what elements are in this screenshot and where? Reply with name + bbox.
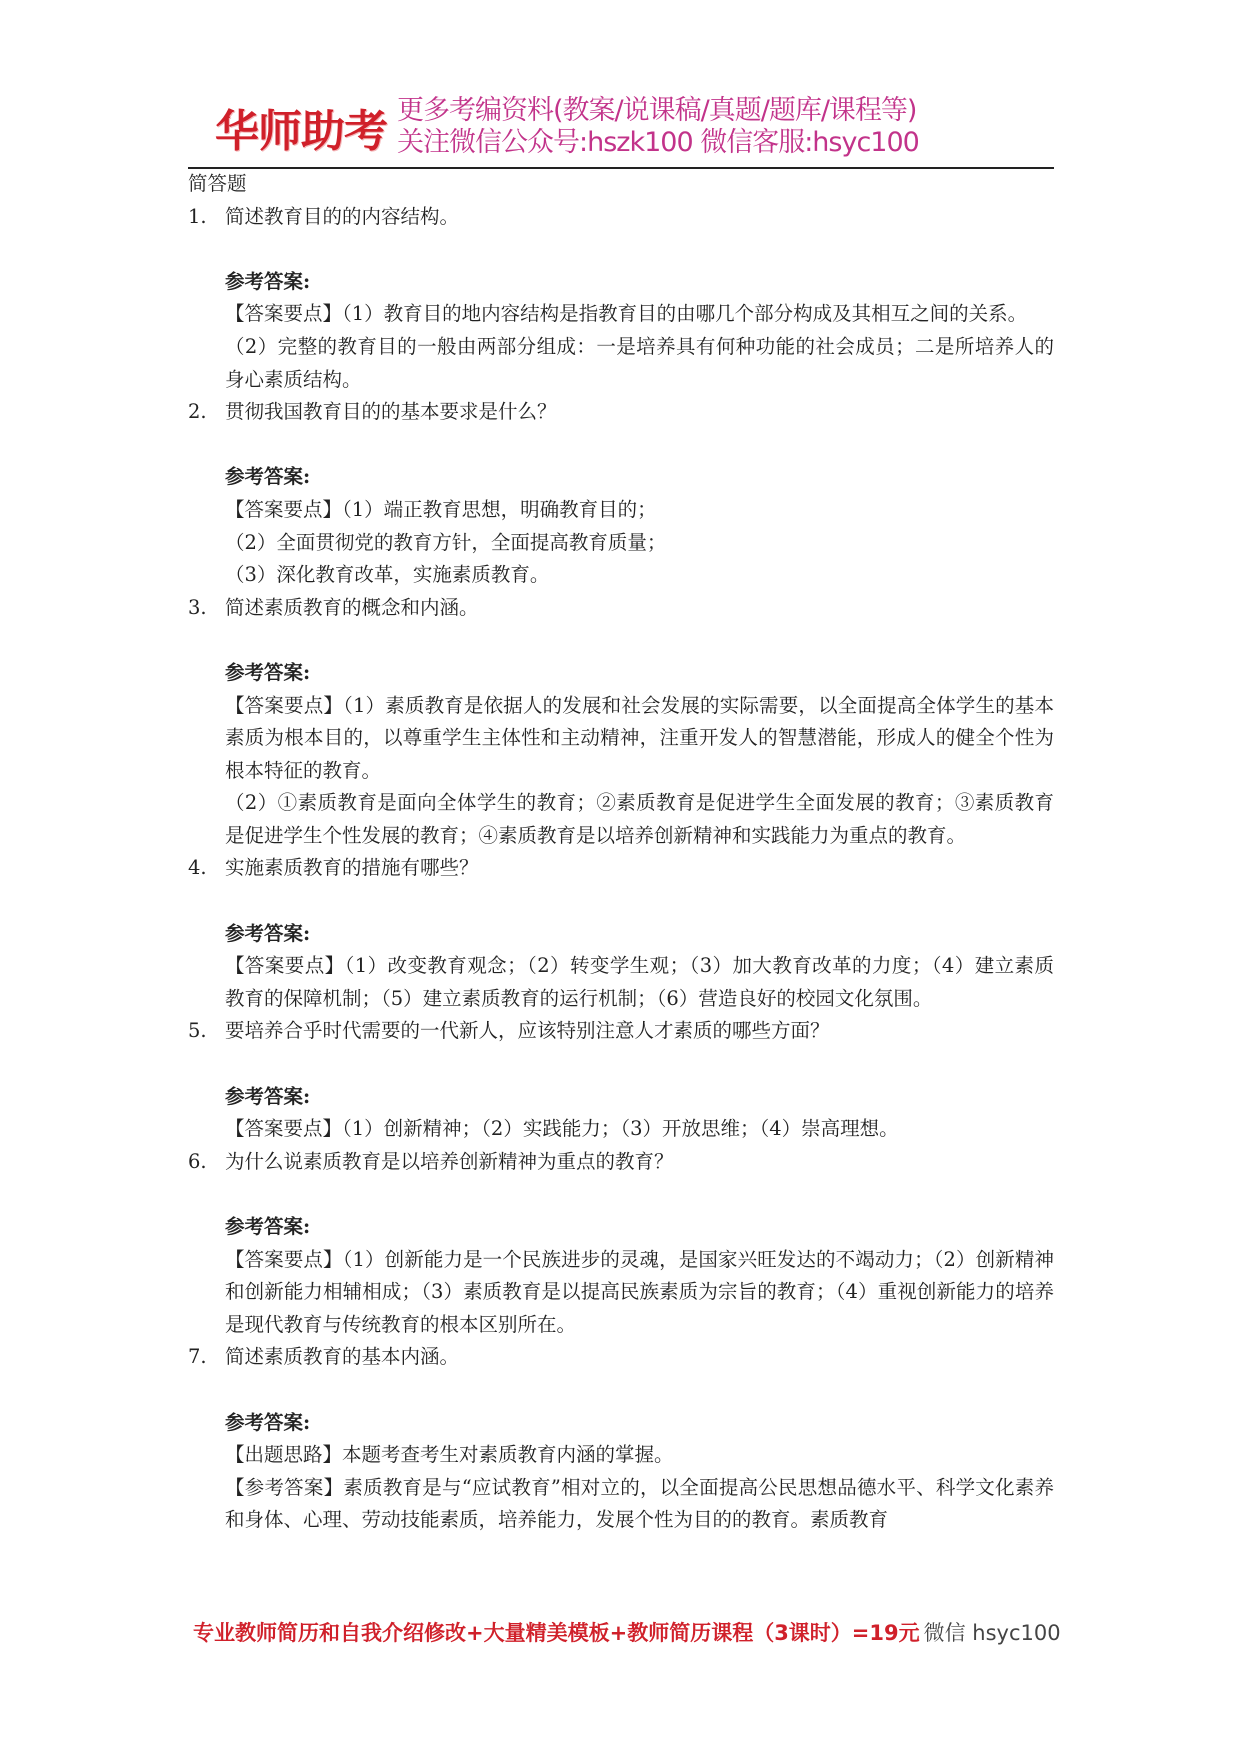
tagline-line-1: 更多考编资料(教案/说课稿/真题/题库/课程等) (397, 95, 917, 126)
answer-heading: 参考答案: (225, 1215, 311, 1238)
answer (188, 298, 1054, 396)
spacer (188, 1178, 1054, 1211)
answer-paragraph: 【答案要点】（1）教育目的地内容结构是指教育目的由哪几个部分构成及其相互之间的关系。 (225, 302, 1028, 326)
question-text: 简述素质教育的基本内涵。 (225, 1345, 460, 1369)
question-number: 7. (188, 1345, 207, 1369)
header-banner (215, 92, 1045, 162)
answer-heading: 参考答案: (225, 921, 311, 945)
spacer (188, 233, 1054, 266)
question-item (188, 1341, 1054, 1537)
question-item (188, 592, 1054, 853)
question (188, 592, 1054, 625)
question-number: 4. (188, 856, 207, 880)
answer (188, 950, 1054, 1015)
tagline (397, 95, 919, 159)
question-item (188, 1015, 1054, 1145)
answer-paragraph: 【出题思路】本题考查考生对素质教育内涵的掌握。 (225, 1443, 674, 1467)
question (188, 1341, 1054, 1374)
footer-promo: 专业教师简历和自我介绍修改+大量精美模板+教师简历课程（3课时）=19元 (193, 1621, 920, 1645)
answer (188, 1113, 1054, 1146)
question-text: 要培养合乎时代需要的一代新人，应该特别注意人才素质的哪些方面？ (225, 1019, 830, 1043)
question (188, 1015, 1054, 1048)
section-title: 简答题 (188, 172, 247, 195)
logo: 华师助考 (215, 106, 387, 157)
spacer (188, 1374, 1054, 1407)
spacer (188, 624, 1054, 657)
question-list (188, 201, 1054, 1537)
question (188, 1146, 1054, 1179)
answer-heading: 参考答案: (225, 1084, 311, 1108)
question-item (188, 396, 1054, 592)
answer (188, 1439, 1054, 1537)
answer-paragraph: （2）①素质教育是面向全体学生的教育；②素质教育是促进学生全面发展的教育；③素质教育是促进学生个性发展的教育；④素质教育是以培养创新精神和实践能力为重点的教育。 (225, 791, 1054, 847)
question-number: 5. (188, 1019, 207, 1043)
answer (188, 690, 1054, 853)
question (188, 201, 1054, 234)
answer-heading: 参考答案: (225, 1410, 311, 1434)
question-item (188, 852, 1054, 1015)
question (188, 396, 1054, 429)
footer-ad (193, 1617, 1061, 1647)
question-number: 1. (188, 204, 207, 228)
answer (188, 494, 1054, 592)
answer-paragraph: （2）完整的教育目的一般由两部分组成：一是培养具有何种功能的社会成员；二是所培养人的身心素质结构。 (225, 334, 1054, 391)
answer-paragraph: 【答案要点】（1）创新能力是一个民族进步的灵魂，是国家兴旺发达的不竭动力；（2）创新精神和创新能力相辅相成；（3）素质教育是以提高民族素质为宗旨的教育；（4）重视创新能力的培养是现代教育与传统教育的根本区别所在。 (225, 1247, 1054, 1336)
question-item (188, 201, 1054, 397)
answer-paragraph: 【答案要点】（1）端正教育思想，明确教育目的； (225, 497, 657, 521)
question-number: 3. (188, 595, 207, 619)
answer-paragraph: 【参考答案】素质教育是与“应试教育”相对立的，以全面提高公民思想品德水平、科学文化素养和身体、心理、劳动技能素质，培养能力，发展个性为目的的教育。素质教育 (225, 1475, 1054, 1532)
question-text: 为什么说素质教育是以培养创新精神为重点的教育？ (225, 1149, 674, 1173)
question-number: 2. (188, 400, 207, 424)
answer-heading: 参考答案: (225, 465, 311, 489)
answer-paragraph: 【答案要点】（1）创新精神；（2）实践能力；（3）开放思维；（4）崇高理想。 (225, 1117, 899, 1141)
answer-heading: 参考答案: (225, 660, 311, 684)
answer-paragraph: （2）全面贯彻党的教育方针，全面提高教育质量； (225, 530, 667, 554)
question-text: 贯彻我国教育目的的基本要求是什么？ (225, 400, 557, 424)
answer-paragraph: 【答案要点】（1）改变教育观念；（2）转变学生观；（3）加大教育改革的力度；（4）建立素质教育的保障机制；（5）建立素质教育的运行机制；（6）营造良好的校园文化氛围。 (225, 954, 1054, 1010)
answer-paragraph: （3）深化教育改革，实施素质教育。 (225, 563, 550, 587)
answer-paragraph: 【答案要点】（1）素质教育是依据人的发展和社会发展的实际需要，以全面提高全体学生的基本素质为根本目的，以尊重学生主体性和主动精神，注重开发人的智慧潜能，形成人的健全个性为根本特征的教育。 (225, 693, 1054, 782)
answer (188, 1244, 1054, 1342)
question-text: 简述素质教育的概念和内涵。 (225, 595, 479, 619)
spacer (188, 885, 1054, 918)
question (188, 852, 1054, 885)
question-text: 简述教育目的的内容结构。 (225, 204, 460, 228)
footer-contact: 微信 hsyc100 (923, 1621, 1061, 1645)
question-item (188, 1146, 1054, 1342)
document-body (188, 168, 1054, 1537)
question-number: 6. (188, 1149, 207, 1173)
answer-heading: 参考答案: (225, 269, 311, 293)
spacer (188, 429, 1054, 462)
tagline-line-2: 关注微信公众号:hszk100 微信客服:hsyc100 (397, 127, 919, 158)
question-text: 实施素质教育的措施有哪些？ (225, 856, 479, 880)
spacer (188, 1048, 1054, 1081)
